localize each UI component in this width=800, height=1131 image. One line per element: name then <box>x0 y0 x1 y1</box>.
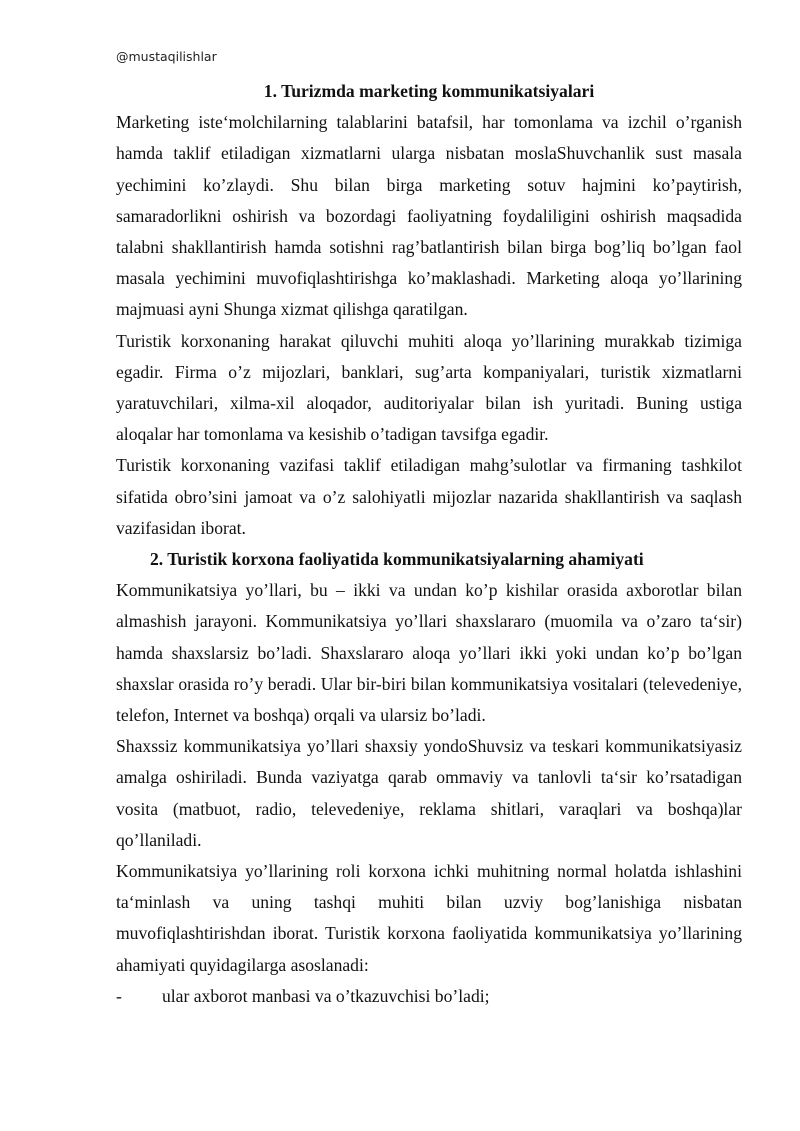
paragraph: Turistik korxonaning harakat qiluvchi muhiti aloqa yo’llarining murakkab tizimiga egadir. Firma o’z mijozlari, banklari, sug’arta kompaniyalari, turistik xizmatlarni yaratuvchilari, xilma-xil aloqador, auditoriyalar bilan ish yuritadi. Buning ustiga aloqalar har tomonlama va kesishib o’tadigan tavsifga egadir. <box>116 330 742 445</box>
paragraph: Kommunikatsiya yo’llarining roli korxona ichki muhitning normal holatda ishlashini ta‘minlash va uning tashqi muhiti bilan uzviy bog’lanishiga nisbatan muvofiqlashtirishdan iborat. Turistik korxona faoliyatida kommunikatsiya yo’llarining ahamiyati quyidagilarga asoslanadi: <box>116 861 742 975</box>
paragraph: Marketing iste‘molchilarning talablarini batafsil, har tomonlama va izchil o’rganish hamda taklif etiladigan xizmatlarni ularga nisbatan moslaShuvchanlik sust masala yechimini ko’zlaydi. Shu bilan birga marketing sotuv hajmini ko’paytirish, samaradorlikni oshirish va bozordagi faoliyatning foydaliligini oshirish maqsadida talabni shakllantirish hamda sotishni rag’batlantirish bilan birga bog’liq bo’lgan faol masala yechimini muvofiqlashtirishga ko’maklashadi. Marketing aloqa yo’llarining majmuasi ayni Shunga xizmat qilishga qaratilgan. <box>116 112 742 320</box>
watermark-header: @mustaqilishlar <box>116 49 217 64</box>
paragraph: Shaxssiz kommunikatsiya yo’llari shaxsiy yondoShuvsiz va teskari kommunikatsiyasiz amalga oshiriladi. Bunda vaziyatga qarab ommaviy va tanlovli ta‘sir ko’rsatadigan vosita (matbuot, radio, televedeniye, reklama shitlari, varaqlari va boshqa)lar qo’llaniladi. <box>116 736 742 850</box>
section-1-heading: 1. Turizmda marketing kommunikatsiyalari <box>263 81 595 101</box>
paragraph: Kommunikatsiya yo’llari, bu – ikki va undan ko’p kishilar orasida axborotlar bilan almashish jarayoni. Kommunikatsiya yo’llari shaxslararo (muomila va o’zaro ta‘sir) hamda shaxslarsiz bo’ladi. Shaxslararo aloqa yo’llari ikki yoki undan ko’p bo’lgan shaxslar orasida ro’y beradi. Ular bir-biri bilan kommunikatsiya vositalari (televedeniye, telefon, Internet va boshqa) orqali va ularsiz bo’ladi. <box>116 580 742 726</box>
paragraph: Turistik korxonaning vazifasi taklif etiladigan mahg’sulotlar va firmaning tashkilot sifatida obro’sini jamoat va o’z salohiyatli mijozlar nazarida shakllantirish va saqlash vazifasidan iborat. <box>116 455 742 538</box>
bullet-marker: - <box>116 985 122 1006</box>
section-2-heading: 2. Turistik korxona faoliyatida kommunikatsiyalarning ahamiyati <box>150 549 644 570</box>
list-item-text: ular axborot manbasi va o’tkazuvchisi bo’ladi; <box>162 985 490 1006</box>
document-body <box>116 76 742 1012</box>
list-item <box>116 981 742 1012</box>
